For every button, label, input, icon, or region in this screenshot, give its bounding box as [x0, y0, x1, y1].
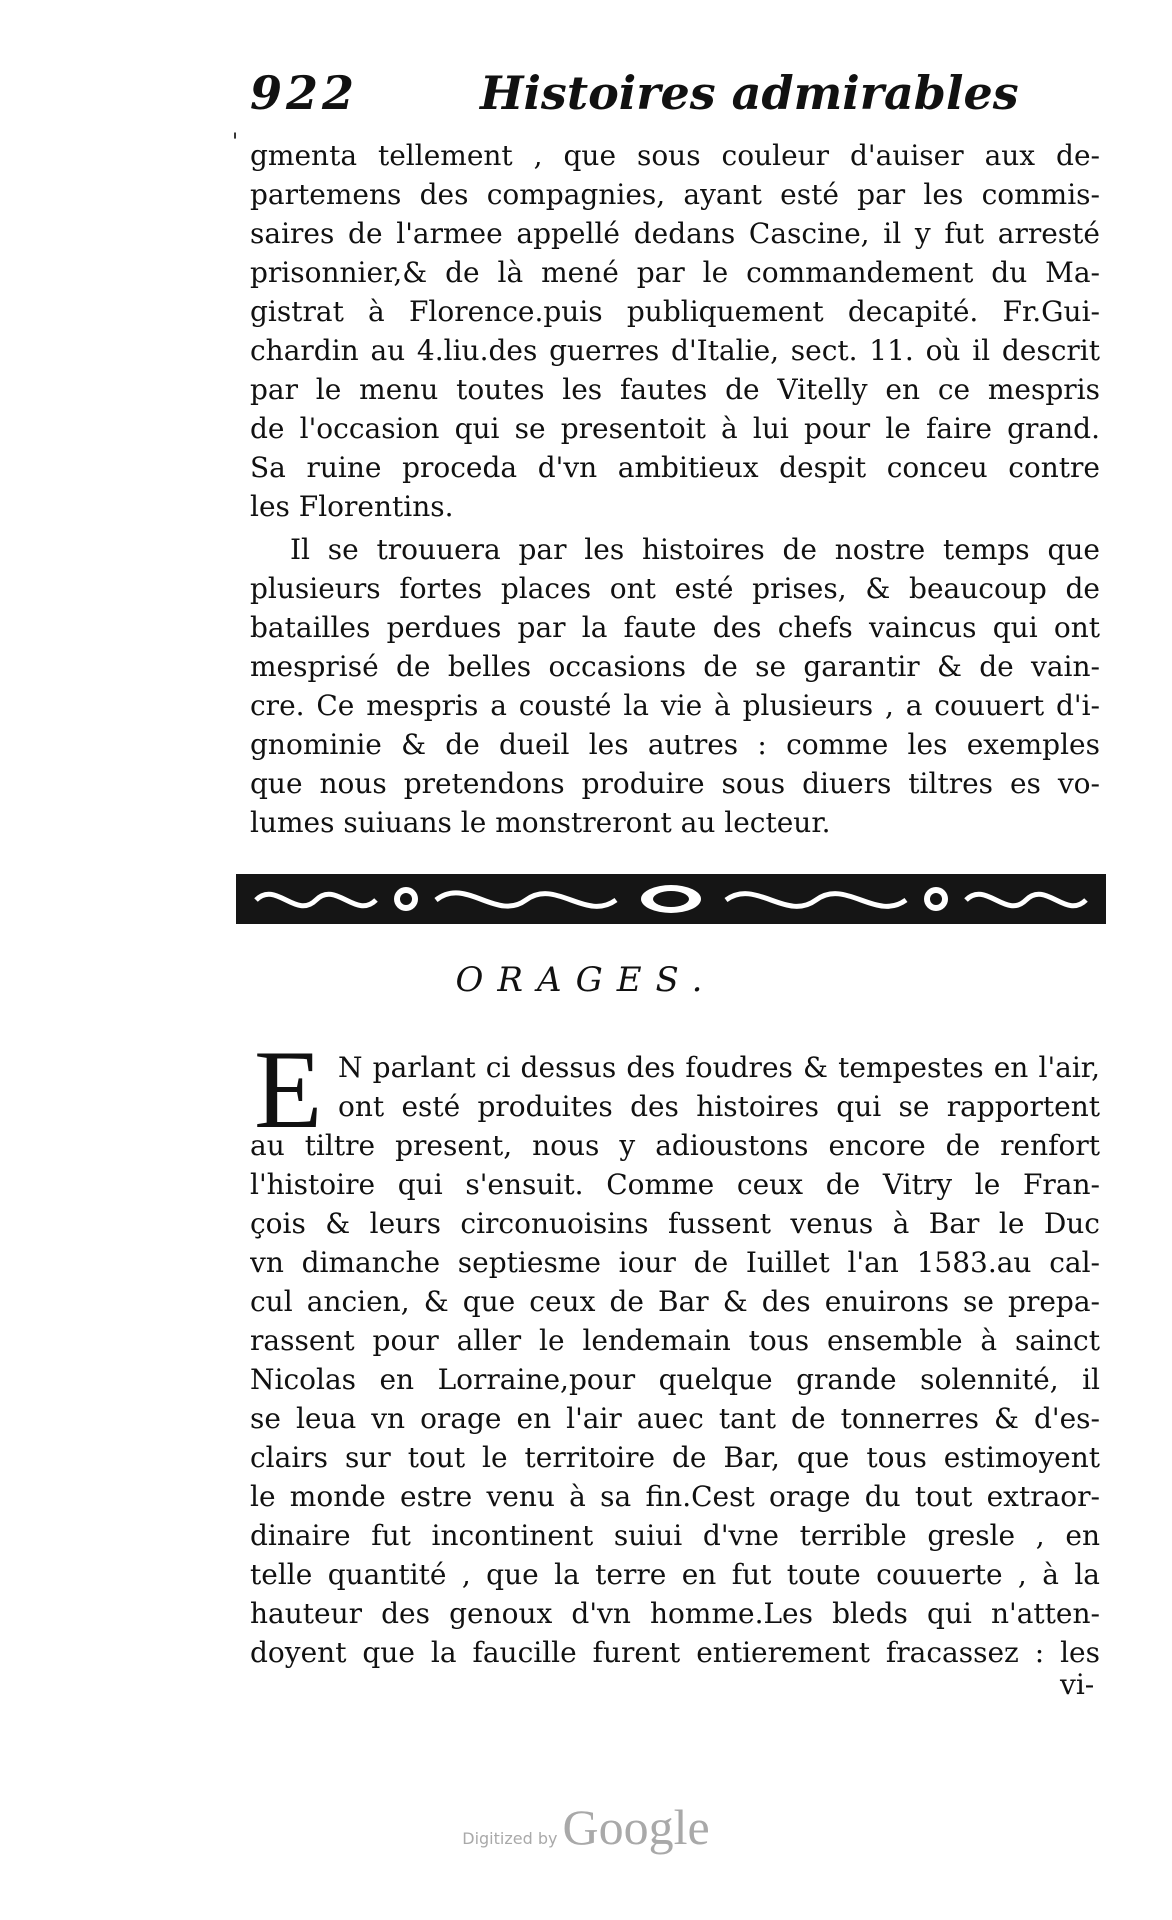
- text-line: Nicolas en Lorraine,pour quelque grande solennité, il: [250, 1363, 1100, 1396]
- text-line: plusieurs fortes places ont esté prises, & beaucoup de: [250, 572, 1100, 605]
- top-paragraph: [250, 136, 1100, 526]
- text-line: gistrat à Florence.puis publiquement decapité. Fr.Gui-: [250, 295, 1100, 328]
- running-header: [250, 66, 1110, 126]
- text-line: telle quantité , que la terre en fut toute couuerte , à la: [250, 1558, 1100, 1591]
- text-line: cul ancien, & que ceux de Bar & des enuirons se prepa-: [250, 1285, 1100, 1318]
- text-line: au tiltre present, nous y adioustons encore de renfort: [250, 1129, 1100, 1162]
- second-paragraph: [250, 530, 1100, 842]
- text-line: cre. Ce mespris a cousté la vie à plusieurs , a couuert d'i-: [250, 689, 1100, 722]
- section-heading: ORAGES.: [455, 960, 717, 1000]
- text-line: vn dimanche septiesme iour de Iuillet l'an 1583.au cal-: [250, 1246, 1100, 1279]
- text-line: se leua vn orage en l'air auec tant de tonnerres & d'es-: [250, 1402, 1100, 1435]
- text-line: çois & leurs circonuoisins fussent venus à Bar le Duc: [250, 1207, 1100, 1240]
- catchword: vi-: [1060, 1668, 1095, 1701]
- orages-paragraph: [250, 1048, 1100, 1672]
- text-line: l'histoire qui s'ensuit. Comme ceux de Vitry le Fran-: [250, 1168, 1100, 1201]
- drop-cap: E: [254, 1028, 323, 1152]
- text-line: gmenta tellement , que sous couleur d'auiser aux de-: [250, 139, 1100, 172]
- text-line: le monde estre venu à sa fin.Cest orage du tout extraor-: [250, 1480, 1100, 1513]
- text-line: dinaire fut incontinent suiui d'vne terrible gresle , en: [250, 1519, 1100, 1552]
- text-line: lumes suiuans le monstreront au lecteur.: [250, 806, 831, 839]
- text-line: par le menu toutes les fautes de Vitelly en ce mespris: [250, 373, 1100, 406]
- text-line: saires de l'armee appellé dedans Cascine, il y fut arresté: [250, 217, 1100, 250]
- text-line: clairs sur tout le territoire de Bar, que tous estimoyent: [250, 1441, 1100, 1474]
- text-line: chardin au 4.liu.des guerres d'Italie, sect. 11. où il descrit: [250, 334, 1100, 367]
- margin-mark: ': [232, 130, 239, 155]
- text-line: N parlant ci dessus des foudres & tempestes en l'air,: [338, 1051, 1100, 1084]
- text-line: gnominie & de dueil les autres : comme les exemples: [250, 728, 1100, 761]
- page-number: 922: [250, 66, 359, 120]
- digitization-watermark: [0, 1798, 1172, 1856]
- text-line: de l'occasion qui se presentoit à lui pour le faire grand.: [250, 412, 1100, 445]
- text-line: ont esté produites des histoires qui se rapportent: [338, 1090, 1100, 1123]
- text-line: prisonnier,& de là mené par le commandement du Ma-: [250, 256, 1100, 289]
- running-title: Histoires admirables: [480, 66, 1019, 120]
- watermark-brand: Google: [562, 1799, 710, 1855]
- text-line: rassent pour aller le lendemain tous ensemble à sainct: [250, 1324, 1100, 1357]
- text-line: mesprisé de belles occasions de se garantir & de vain-: [250, 650, 1100, 683]
- text-line: batailles perdues par la faute des chefs vaincus qui ont: [250, 611, 1100, 644]
- decorative-ornament-band: [236, 870, 1106, 928]
- text-line: les Florentins.: [250, 490, 454, 523]
- text-line: Il se trouuera par les histoires de nostre temps que: [290, 533, 1100, 566]
- text-line: partemens des compagnies, ayant esté par les commis-: [250, 178, 1100, 211]
- text-line: doyent que la faucille furent entierement fracassez : les: [250, 1636, 1100, 1669]
- text-line: que nous pretendons produire sous diuers tiltres es vo-: [250, 767, 1100, 800]
- text-line: hauteur des genoux d'vn homme.Les bleds qui n'atten-: [250, 1597, 1100, 1630]
- watermark-prefix: Digitized by: [462, 1829, 558, 1848]
- text-line: Sa ruine proceda d'vn ambitieux despit conceu contre: [250, 451, 1100, 484]
